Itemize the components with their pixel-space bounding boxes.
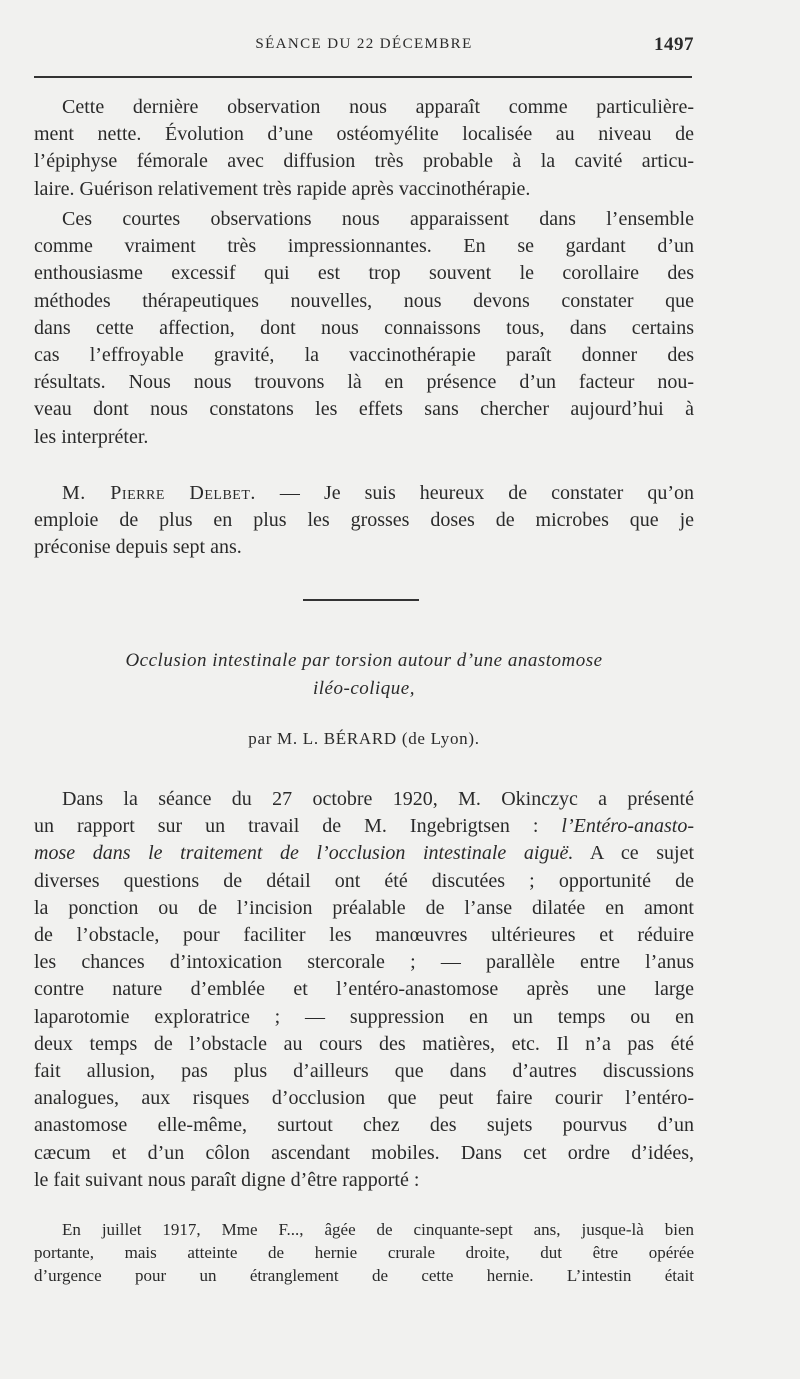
text-fragment: un rapport sur un travail de M. Ingebrigtsen : [34, 815, 562, 838]
text-line: d’urgence pour un étranglement de cette hernie. L’intestin était [34, 1266, 694, 1285]
text-line [34, 813, 694, 840]
text-line: analogues, aux risques d’occlusion que peut faire courir l’entéro- [34, 1087, 694, 1110]
running-title: SÉANCE DU 22 DÉCEMBRE [255, 36, 473, 52]
cited-work-title: mose dans le traitement de l’occlusion intestinale aiguë. [34, 842, 574, 865]
text-line: le fait suivant nous paraît digne d’être rapporté : [34, 1168, 420, 1191]
article-title-line: Occlusion intestinale par torsion autour d’une anastomose [125, 650, 603, 671]
paragraph-observation-conclusion [34, 94, 694, 203]
text-line: dans cette affection, dont nous connaissons tous, dans certains [34, 316, 694, 339]
text-line: cæcum et d’un côlon ascendant mobiles. Dans cet ordre d’idées, [34, 1141, 694, 1164]
header-rule [34, 76, 692, 78]
text-line: laire. Guérison relativement très rapide après vaccinothérapie. [34, 177, 531, 200]
text-line: contre nature d’emblée et l’entéro-anastomose après une large [34, 978, 694, 1001]
text-line: En juillet 1917, Mme F..., âgée de cinquante-sept ans, jusque-là bien [62, 1220, 694, 1239]
text-line: emploie de plus en plus les grosses doses de microbes que je [34, 509, 694, 532]
text-line: comme vraiment très impressionnantes. En se gardant d’un [34, 235, 694, 258]
text-line: Cette dernière observation nous apparaît comme particulière- [62, 96, 694, 118]
cited-work-title: l’Entéro-anasto- [561, 815, 694, 838]
paragraph-delbet-remark [34, 480, 694, 562]
paragraph-okinczyc-report [34, 786, 694, 1194]
speaker-remark: — Je suis heureux de constater qu’on [255, 482, 694, 504]
paragraph-case-report [34, 1218, 694, 1287]
section-separator [303, 599, 419, 601]
article-title-line: iléo-colique, [313, 678, 415, 699]
text-line: l’épiphyse fémorale avec diffusion très probable à la cavité articu- [34, 150, 694, 173]
text-line: Dans la séance du 27 octobre 1920, M. Okinczyc a présenté [62, 788, 694, 810]
text-line: enthousiasme excessif qui est trop souvent le corollaire des [34, 262, 694, 285]
text-line: de l’obstacle, pour faciliter les manœuvres ultérieures et réduire [34, 924, 694, 947]
text-line: préconise depuis sept ans. [34, 536, 242, 559]
text-line [34, 840, 694, 867]
text-line: les interpréter. [34, 425, 149, 448]
text-line: deux temps de l’obstacle au cours des matières, etc. Il n’a pas été [34, 1032, 694, 1055]
text-line: les chances d’intoxication stercorale ; — parallèle entre l’anus [34, 951, 694, 974]
article-title [34, 647, 694, 703]
text-line: diverses questions de détail ont été discutées ; opportunité de [34, 869, 694, 892]
text-line: cas l’effroyable gravité, la vaccinothérapie paraît donner des [34, 344, 694, 367]
text-line: méthodes thérapeutiques nouvelles, nous devons constater que [34, 289, 694, 312]
article-author: par M. L. BÉRARD (de Lyon). [248, 729, 480, 748]
speaker-name: M. Pierre Delbet. [62, 482, 256, 504]
page-number: 1497 [654, 34, 694, 55]
text-fragment: A ce sujet [573, 842, 694, 865]
text-line: portante, mais atteinte de hernie crurale droite, dut être opérée [34, 1243, 694, 1262]
text-line: Ces courtes observations nous apparaissent dans l’ensemble [62, 208, 694, 230]
text-line [34, 480, 694, 507]
text-line: laparotomie exploratrice ; — suppression en un temps ou en [34, 1005, 694, 1028]
text-line: anastomose elle-même, surtout chez des sujets pourvus d’un [34, 1114, 694, 1137]
text-line: veau dont nous constatons les effets sans chercher aujourd’hui à [34, 398, 694, 421]
text-line: résultats. Nous nous trouvons là en présence d’un facteur nou- [34, 371, 694, 394]
text-line: ment nette. Évolution d’une ostéomyélite localisée au niveau de [34, 123, 694, 146]
paragraph-observations-summary [34, 206, 694, 451]
page-header [34, 36, 694, 56]
text-line: la ponction ou de l’incision préalable de l’anse dilatée en amont [34, 896, 694, 919]
text-line: fait allusion, pas plus d’ailleurs que dans d’autres discussions [34, 1060, 694, 1083]
